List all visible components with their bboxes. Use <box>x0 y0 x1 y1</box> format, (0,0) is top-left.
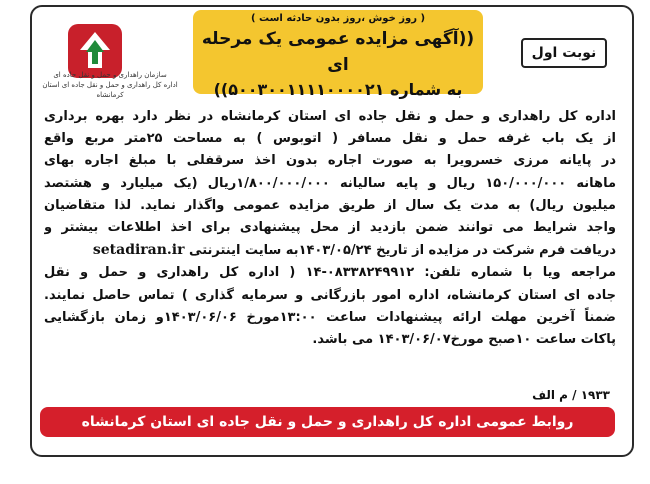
body-line: ماهانه ۱۵۰/۰۰۰/۰۰۰ ریال و پایه سالیانه ۱/۸۰۰/۰۰۰/۰۰۰ریال (یک میلیارد و هشتصد <box>44 175 616 191</box>
slogan: ( روز خوش ،روز بدون حادثه است ) <box>250 13 426 24</box>
org-line-1: سازمان راهداری و حمل و نقل جاده ای <box>53 71 167 79</box>
body-line: واجد شرایط می توانند ضمن بازدید از محل پیشنهادی برای اخذ اطلاعات بیشتر و <box>44 220 616 236</box>
footer-banner: روابط عمومی اداره کل راهداری و حمل و نقل جاده ای استان کرمانشاه <box>40 407 615 437</box>
org-line-2: اداره کل راهداری و حمل و نقل جاده ای استان کرمانشاه <box>42 81 178 99</box>
body-line: جاده ای استان کرمانشاه، اداره امور بازرگانی و سرمایه گذاری ) تماس حاصل نمایند. <box>44 287 616 303</box>
website-link[interactable]: setadiran.ir <box>92 242 185 259</box>
body-line: اداره کل راهداری و حمل و نقل جاده ای استان کرمانشاه در نظر دارد بهره برداری <box>44 109 616 124</box>
body-line: از یک باب غرفه حمل و نقل مسافر ( اتوبوس ) به مساحت ۲۵متر مربع واقع <box>44 131 616 147</box>
body-line: ضمناً آخرین مهلت ارائه پیشنهادات ساعت ۱۳:۰۰مورخ ۱۴۰۳/۰۶/۰۶و زمان بازگشایی <box>44 309 616 325</box>
body-line: میلیون ریال) به مدت یک سال از طریق مزایده عمومی واگذار نماید. لذا متقاضیان <box>44 197 616 213</box>
body-line-with-site <box>44 239 616 262</box>
org-names <box>35 70 185 100</box>
body-line: پاکات ساعت ۱۰صبح مورخ۱۴۰۳/۰۶/۰۷ می باشد. <box>312 332 616 348</box>
edition-label: نوبت اول <box>521 38 607 68</box>
body-line: در پایانه مرزی خسرویرا به صورت اجاره بدون اخذ سرقفلی با مبلغ اجاره بهای <box>44 153 616 169</box>
ad-title: ((آگهی مزایده عمومی یک مرحله ای <box>201 29 475 75</box>
body-line: دریافت فرم شرکت در مزایده از تاریخ ۱۴۰۳/۰۵/۲۴به سایت اینترنتی <box>189 243 616 259</box>
ad-body <box>44 106 616 351</box>
ad-number: به شماره ۵۰۰۳۰۰۱۱۱۱۰۰۰۰۲۱)) <box>213 80 463 99</box>
body-line: مراجعه ویا با شماره تلفن: ۰۸۳۳۸۲۴۹۹۱۲-۱۴ ( اداره کل راهداری و حمل و نقل <box>44 265 616 281</box>
title-banner <box>193 10 483 99</box>
reference-number: ۱۹۳۳ / م الف <box>532 388 610 402</box>
